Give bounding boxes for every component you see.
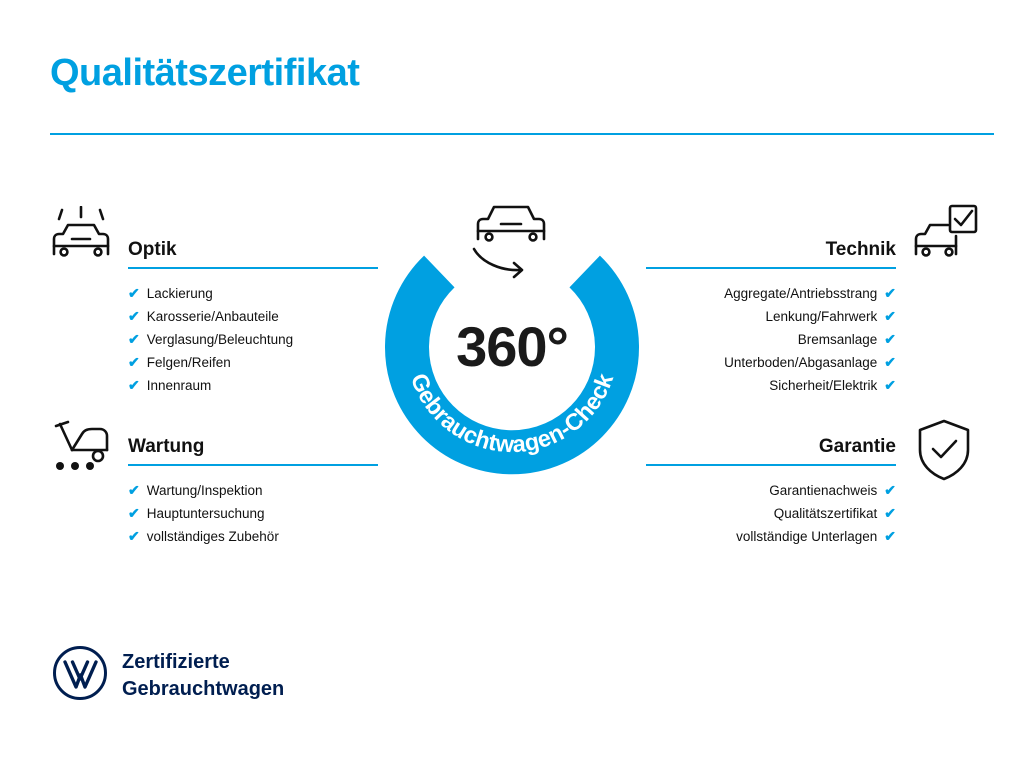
list-item xyxy=(596,525,896,548)
check-icon: ✔ xyxy=(884,307,896,324)
list-item xyxy=(128,502,428,525)
check-icon: ✔ xyxy=(128,504,140,521)
section-divider-optik xyxy=(128,267,378,269)
list-item-label: Aggregate/Antriebsstrang xyxy=(724,285,878,301)
list-item-label: Karosserie/Anbauteile xyxy=(146,308,279,324)
list-item xyxy=(128,525,428,548)
list-item-label: Unterboden/Abgasanlage xyxy=(724,354,878,370)
check-icon: ✔ xyxy=(884,527,896,544)
check-icon: ✔ xyxy=(128,376,140,393)
list-item-label: Garantienachweis xyxy=(769,482,878,498)
check-icon: ✔ xyxy=(128,307,140,324)
footer-text xyxy=(122,649,284,703)
check-icon: ✔ xyxy=(884,330,896,347)
ring-label: Gebrauchtwagen-Check xyxy=(405,369,619,458)
section-heading-technik: Technik xyxy=(825,239,896,260)
check-icon: ✔ xyxy=(884,353,896,370)
section-divider-technik xyxy=(646,267,896,269)
check-icon: ✔ xyxy=(128,330,140,347)
list-item-label: Innenraum xyxy=(146,377,212,393)
list-item-label: Wartung/Inspektion xyxy=(146,482,263,498)
car-check-icon xyxy=(912,204,978,275)
list-item-label: Felgen/Reifen xyxy=(146,354,231,370)
section-heading-garantie: Garantie xyxy=(818,436,896,457)
check-icon: ✔ xyxy=(884,504,896,521)
list-item-label: Verglasung/Beleuchtung xyxy=(146,331,294,347)
car-lift-icon xyxy=(48,416,114,483)
list-item-label: Qualitätszertifikat xyxy=(773,505,878,521)
section-heading-optik: Optik xyxy=(128,239,177,260)
list-item-label: Bremsanlage xyxy=(797,331,878,347)
footer-brand xyxy=(52,645,284,706)
check-icon: ✔ xyxy=(128,284,140,301)
footer-line-2: Gebrauchtwagen xyxy=(122,677,285,700)
list-item-label: Sicherheit/Elektrik xyxy=(769,377,878,393)
shield-check-icon xyxy=(916,418,972,487)
check-icon: ✔ xyxy=(128,481,140,498)
section-heading-wartung: Wartung xyxy=(128,436,205,457)
car-front-shine-icon xyxy=(48,206,114,275)
check-icon: ✔ xyxy=(884,481,896,498)
center-value: 360° xyxy=(456,314,568,378)
list-item-label: Hauptuntersuchung xyxy=(146,505,265,521)
list-item-label: vollständiges Zubehör xyxy=(146,528,279,544)
title-divider xyxy=(50,133,994,135)
footer-line-1: Zertifizierte xyxy=(122,650,230,673)
list-item xyxy=(596,502,896,525)
list-item-label: vollständige Unterlagen xyxy=(736,528,878,544)
list-item-label: Lenkung/Fahrwerk xyxy=(765,308,878,324)
page-title: Qualitätszertifikat xyxy=(50,52,360,94)
check-icon: ✔ xyxy=(128,353,140,370)
list-item-label: Lackierung xyxy=(146,285,213,301)
360-check-ring xyxy=(362,196,662,496)
check-icon: ✔ xyxy=(128,527,140,544)
section-divider-wartung xyxy=(128,464,378,466)
section-divider-garantie xyxy=(646,464,896,466)
check-icon: ✔ xyxy=(884,376,896,393)
check-icon: ✔ xyxy=(884,284,896,301)
vw-logo xyxy=(52,645,108,706)
